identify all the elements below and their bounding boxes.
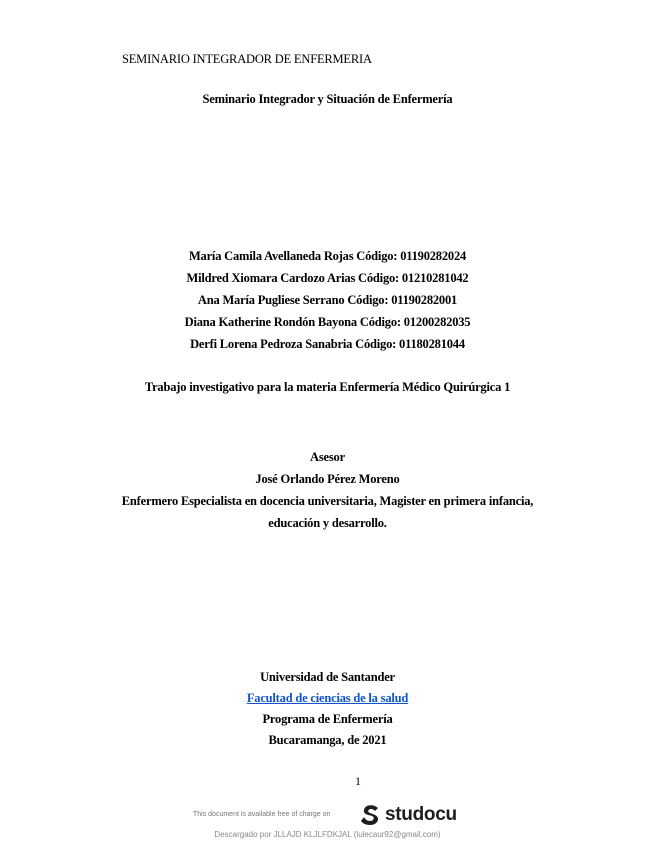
program-name: Programa de Enfermería	[262, 712, 393, 726]
author-line: Derfi Lorena Pedroza Sanabria Código: 01180281044	[190, 337, 465, 351]
work-description: Trabajo investigativo para la materia Enfermería Médico Quirúrgica 1	[144, 380, 511, 394]
author-line: Mildred Xiomara Cardozo Arias Código: 01210281042	[186, 271, 469, 285]
faculty-link[interactable]: Facultad de ciencias de la salud	[246, 691, 409, 705]
document-title: Seminario Integrador y Situación de Enfermería	[202, 92, 453, 106]
author-line: Ana María Pugliese Serrano Código: 01190282001	[197, 293, 458, 307]
institution-block	[0, 667, 655, 751]
page-number: 1	[355, 774, 361, 788]
advisor-title-line2: educación y desarrollo.	[268, 516, 387, 530]
advisor-name: José Orlando Pérez Moreno	[255, 472, 400, 486]
author-line: María Camila Avellaneda Rojas Código: 01190282024	[188, 249, 467, 263]
authors-list	[0, 245, 655, 355]
advisor-label: Asesor	[310, 450, 345, 464]
advisor-title-line1: Enfermero Especialista en docencia universitaria, Magister en primera infancia,	[121, 494, 534, 508]
author-line: Diana Katherine Rondón Bayona Código: 01200282035	[184, 315, 471, 329]
studocu-logo-icon	[359, 803, 383, 827]
download-attribution: Descargado por JLLAJD KLJLFDKJAL (lulecaur92@gmail.com)	[214, 830, 441, 839]
availability-text: This document is available free of charge on	[193, 811, 331, 818]
city-year: Bucaramanga, de 2021	[268, 733, 387, 747]
advisor-block	[0, 446, 655, 534]
studocu-footer	[0, 802, 655, 826]
running-header: SEMINARIO INTEGRADOR DE ENFERMERIA	[122, 52, 372, 66]
studocu-logo-text: studocu	[385, 804, 457, 825]
university-name: Universidad de Santander	[260, 670, 395, 684]
studocu-logo[interactable]	[359, 803, 457, 827]
